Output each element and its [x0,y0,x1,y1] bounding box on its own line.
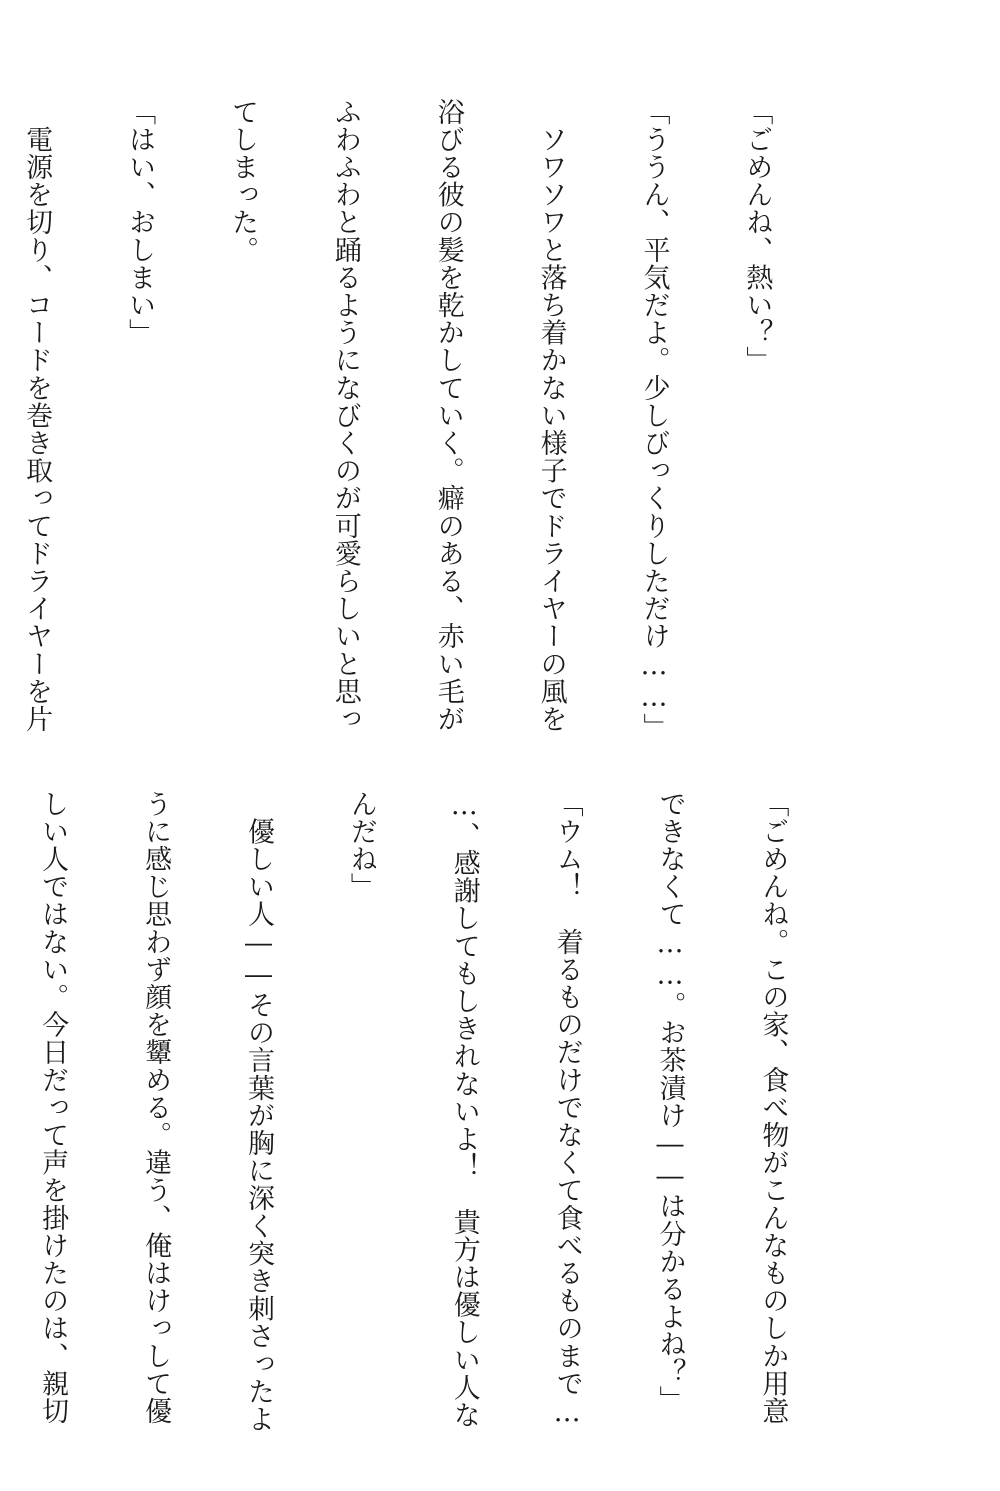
text-line: しい人ではない。今日だって声を掛けたのは、親切 [37,790,69,1425]
text-line: …、感謝してもしきれないよ！ 貴方は優しい人な [448,790,480,1429]
text-line: 電源を切り、コードを巻き取ってドライヤーを片 [21,98,53,733]
text-line: 「ごめんね。この家、食べ物がこんなものしか用意 [757,790,789,1425]
text-line: 「はい、おしまい」 [124,98,156,347]
text-line: 「ううん、平気だよ。少しびっくりしただけ……」 [638,98,670,741]
upper-text-block [21,98,842,741]
text-line: ソワソワと落ち着かない様子でドライヤーの風を [535,98,567,733]
text-line: 優しい人――その言葉が胸に深く突き刺さったよ [242,790,274,1433]
text-line: 「ウム！ 着るものだけでなくて食べるものまで… [551,790,583,1429]
text-line: んだね」 [345,790,377,901]
text-line: ふわふわと踊るようになびくのが可愛らしいと思っ [329,98,361,733]
text-line: てしまった。 [226,98,258,264]
lower-text-block [37,790,858,1433]
text-line: 浴びる彼の髪を乾かしていく。癖のある、赤い毛が [432,98,464,733]
text-line: できなくて……。お茶漬け――は分かるよね？」 [654,790,686,1414]
text-line: うに感じ思わず顔を顰める。違う、俺はけっして優 [140,790,172,1425]
text-line: 「ごめんね、熱い？」 [741,98,773,374]
